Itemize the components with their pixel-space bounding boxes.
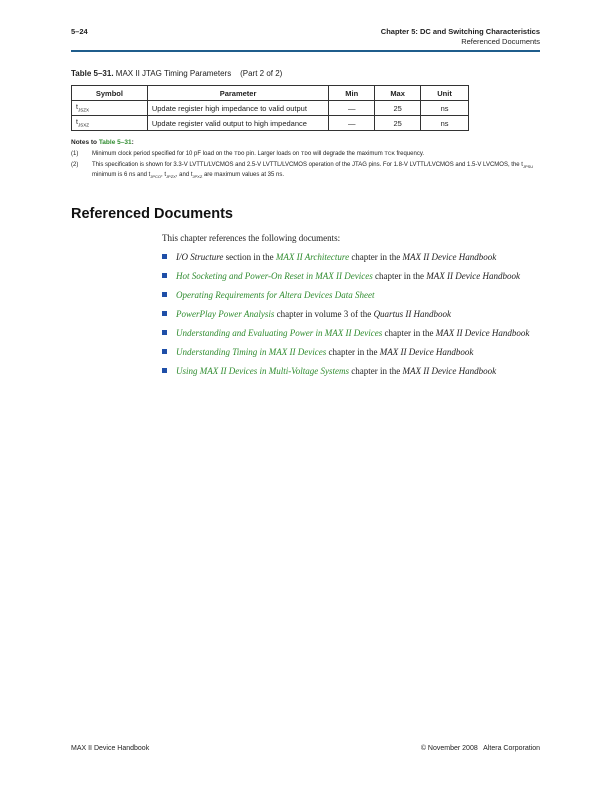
bullet-icon: [162, 368, 167, 373]
list-item: [162, 289, 542, 301]
symbol-cell: $t_{JSZX}$: [72, 101, 148, 116]
doc-link[interactable]: Hot Socketing and Power-On Reset in MAX II Devices: [176, 271, 373, 281]
list-item: Understanding Timing in MAX II Devices chapter in the MAX II Device Handbook: [162, 346, 542, 358]
doc-link[interactable]: Using MAX II Devices in Multi-Voltage Systems: [176, 366, 349, 376]
bullet-icon: [162, 292, 167, 297]
list-item: PowerPlay Power Analysis chapter in volume 3 of the Quartus II Handbook: [162, 308, 542, 320]
bullet-icon: [162, 254, 167, 259]
table-caption-text: MAX II JTAG Timing Parameters (Part 2 of 2): [115, 69, 283, 78]
page-number: 5–24: [71, 27, 88, 36]
column-header: Symbol: [72, 86, 148, 101]
column-header: Parameter: [147, 86, 328, 101]
doc-link[interactable]: MAX II Architecture: [275, 252, 350, 262]
running-header: [381, 27, 540, 47]
footer-handbook-title: MAX II Device Handbook: [71, 745, 150, 752]
max-cell: 25: [375, 101, 421, 116]
doc-link[interactable]: I/O Structure: [176, 252, 224, 262]
doc-link[interactable]: Operating Requirements for Altera Devices Data Sheet: [176, 290, 375, 300]
column-header: Min: [329, 86, 375, 101]
column-header: Max: [375, 86, 421, 101]
footer-copyright: © November 2008 Altera Corporation: [420, 745, 540, 752]
doc-link[interactable]: Understanding and Evaluating Power in MAX II Devices: [176, 328, 383, 338]
referenced-documents-list: [162, 251, 542, 384]
notes-heading: Notes to Table 5–31:: [71, 139, 134, 146]
symbol-cell: $t_{JSXZ}$: [72, 116, 148, 131]
bullet-icon: [162, 273, 167, 278]
unit-cell: ns: [421, 116, 469, 131]
note-1: (1) Minimum clock period specified for 10 pF load on the TDO pin. Larger loads on TDO will degrade the maximum TCK frequency.: [71, 150, 425, 157]
table-notes: [71, 139, 541, 184]
column-header: Unit: [421, 86, 469, 101]
parameter-cell: Update register high impedance to valid output: [147, 101, 328, 116]
table-link[interactable]: Table 5–31: [98, 139, 132, 146]
bullet-icon: [162, 311, 167, 316]
min-cell: —: [329, 116, 375, 131]
list-item: I/O Structure section in the MAX II Architecture chapter in the MAX II Device Handbook: [162, 251, 542, 263]
section-title: Referenced Documents: [71, 206, 233, 222]
table-caption-label: Table 5–31.: [71, 69, 114, 78]
table-caption: [71, 69, 282, 78]
note-2: (2) This specification is shown for 3.3-V LVTTL/LVCMOS and 2.5-V LVTTL/LVCMOS operation of the JTAG pins. For 1.8-V LVTTL/LVCMOS and 1.5-V LVCMOS, the $t_{JPSU}$ minimum is 6 ns and $t_{JPCO}$, $t_{JPZX}$, and $t_{JPXZ}$ are maximum values at 35 ns.: [71, 162, 534, 180]
doc-link[interactable]: PowerPlay Power Analysis: [176, 309, 275, 319]
bullet-icon: [162, 349, 167, 354]
unit-cell: ns: [421, 101, 469, 116]
doc-link[interactable]: Understanding Timing in MAX II Devices: [176, 347, 327, 357]
list-item: Understanding and Evaluating Power in MAX II Devices chapter in the MAX II Device Handbook: [162, 327, 542, 339]
table-row: [72, 116, 469, 131]
header-rule: [71, 50, 540, 52]
chapter-title: Chapter 5: DC and Switching Characteristics: [380, 27, 540, 36]
table-row: [72, 101, 469, 116]
bullet-icon: [162, 330, 167, 335]
parameter-cell: Update register valid output to high impedance: [147, 116, 328, 131]
jtag-timing-table: [71, 85, 469, 131]
section-intro: This chapter references the following documents:: [162, 233, 341, 243]
table-header-row: [72, 86, 469, 101]
section-name: Referenced Documents: [461, 37, 540, 46]
list-item: Hot Socketing and Power-On Reset in MAX II Devices chapter in the MAX II Device Handbook: [162, 270, 542, 282]
list-item: Using MAX II Devices in Multi-Voltage Systems chapter in the MAX II Device Handbook: [162, 365, 542, 377]
min-cell: —: [329, 101, 375, 116]
max-cell: 25: [375, 116, 421, 131]
